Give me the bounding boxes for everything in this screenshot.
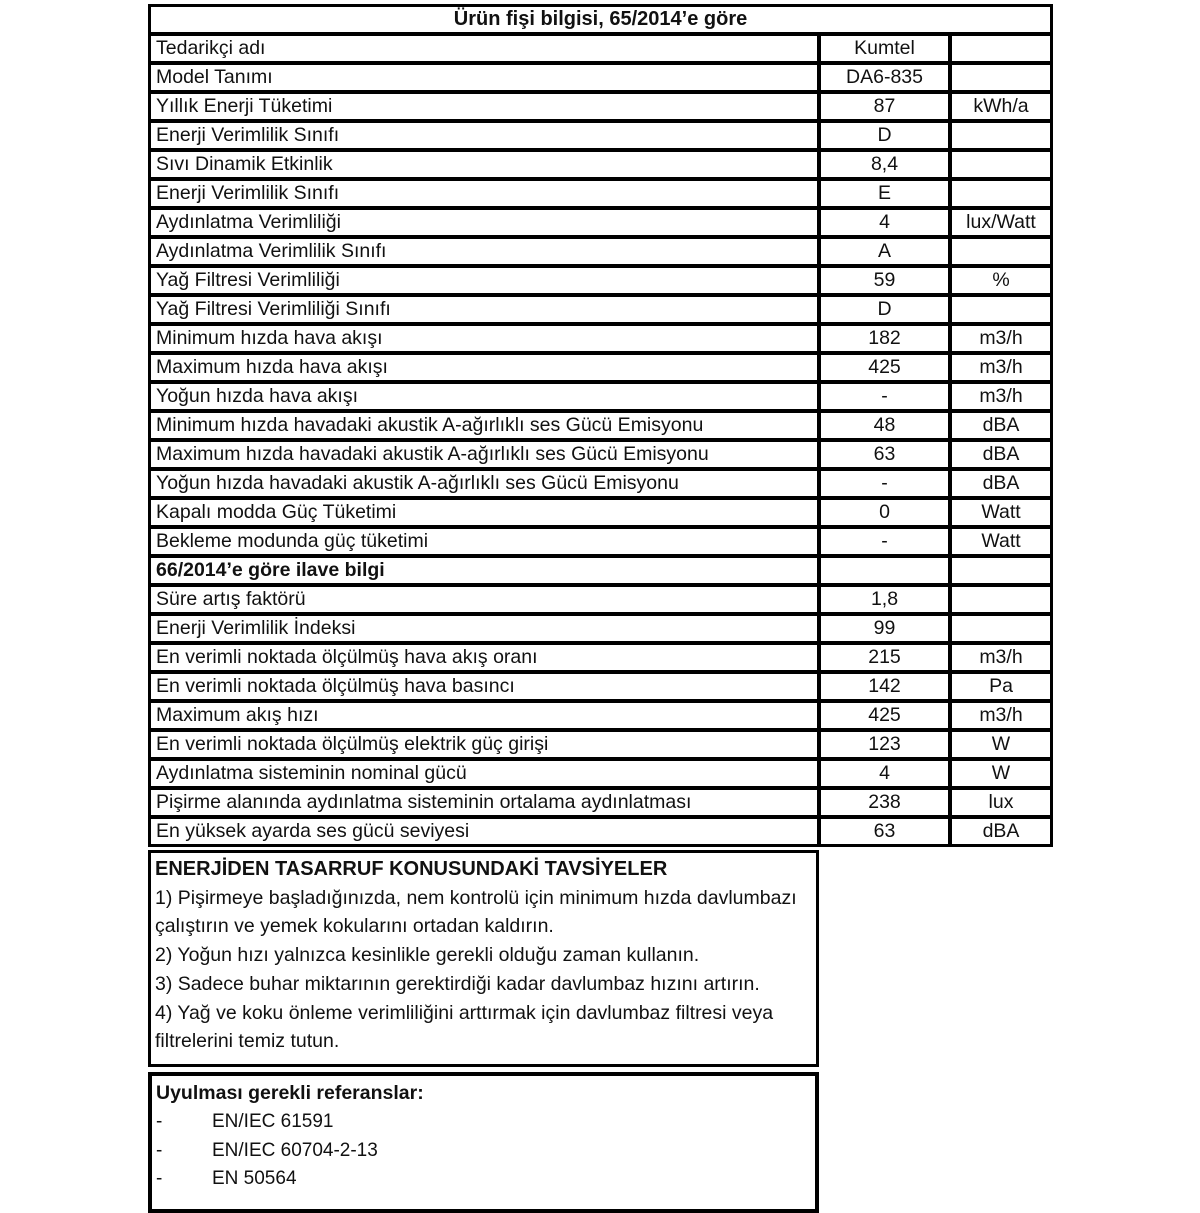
table-row (149, 672, 1052, 701)
table-row (149, 34, 1052, 63)
product-fiche-sheet (148, 4, 1051, 1213)
cell-value: 48 (819, 411, 950, 440)
cell-value: 4 (819, 208, 950, 237)
reference-bullet: - (156, 1139, 163, 1161)
cell-label: 66/2014’e göre ilave bilgi (149, 556, 819, 585)
reference-label: EN/IEC 61591 (212, 1111, 334, 1132)
cell-value: A (819, 237, 950, 266)
cell-unit (950, 121, 1052, 150)
cell-unit: dBA (950, 817, 1052, 846)
cell-value: 99 (819, 614, 950, 643)
cell-label: Süre artış faktörü (149, 585, 819, 614)
cell-label: Yoğun hızda hava akışı (149, 382, 819, 411)
cell-value: 142 (819, 672, 950, 701)
table-row (149, 150, 1052, 179)
table-row (149, 643, 1052, 672)
cell-label: Enerji Verimlilik Sınıfı (149, 179, 819, 208)
cell-value: 8,4 (819, 150, 950, 179)
cell-unit (950, 150, 1052, 179)
cell-value: 59 (819, 266, 950, 295)
cell-label: Sıvı Dinamik Etkinlik (149, 150, 819, 179)
table-row (149, 498, 1052, 527)
cell-unit: W (950, 730, 1052, 759)
references-items (156, 1108, 809, 1194)
table-row (149, 295, 1052, 324)
advice-item: 1) Pişirmeye başladığınızda, nem kontrolü için minimum hızda davlumbazı çalıştırın ve yemek kokularını ortadan kaldırın. (155, 887, 797, 937)
cell-unit: m3/h (950, 643, 1052, 672)
cell-value: 0 (819, 498, 950, 527)
cell-value: 425 (819, 701, 950, 730)
product-fiche-table (148, 4, 1053, 847)
table-row (149, 324, 1052, 353)
advice-title: ENERJİDEN TASARRUF KONUSUNDAKİ TAVSİYELER (155, 858, 668, 880)
cell-unit: lux/Watt (950, 208, 1052, 237)
table-row (149, 701, 1052, 730)
reference-label: EN/IEC 60704-2-13 (212, 1139, 378, 1161)
cell-value: 123 (819, 730, 950, 759)
table-row (149, 788, 1052, 817)
cell-label: Minimum hızda havadaki akustik A-ağırlıklı ses Gücü Emisyonu (149, 411, 819, 440)
references-title: Uyulması gerekli referanslar: (156, 1082, 424, 1104)
table-row (149, 469, 1052, 498)
cell-label: Yağ Filtresi Verimliliği (149, 266, 819, 295)
table-row (149, 817, 1052, 846)
reference-item (156, 1165, 809, 1194)
cell-unit: W (950, 759, 1052, 788)
cell-label: Pişirme alanında aydınlatma sisteminin ortalama aydınlatması (149, 788, 819, 817)
cell-value: 238 (819, 788, 950, 817)
cell-unit (950, 556, 1052, 585)
cell-label: Model Tanımı (149, 63, 819, 92)
cell-unit: dBA (950, 440, 1052, 469)
cell-value: DA6-835 (819, 63, 950, 92)
cell-label: Yağ Filtresi Verimliliği Sınıfı (149, 295, 819, 324)
cell-value: - (819, 382, 950, 411)
cell-label: Maximum hızda hava akışı (149, 353, 819, 382)
advice-items (155, 884, 810, 1055)
reference-bullet: - (156, 1168, 163, 1189)
cell-value: D (819, 295, 950, 324)
cell-value: 4 (819, 759, 950, 788)
cell-value: 425 (819, 353, 950, 382)
cell-value: 63 (819, 440, 950, 469)
table-row (149, 121, 1052, 150)
table-row (149, 353, 1052, 382)
cell-unit (950, 614, 1052, 643)
table-row (149, 92, 1052, 121)
cell-unit (950, 63, 1052, 92)
cell-label: Maximum akış hızı (149, 701, 819, 730)
cell-unit: m3/h (950, 324, 1052, 353)
table-row (149, 585, 1052, 614)
cell-unit: Watt (950, 498, 1052, 527)
table-row (149, 237, 1052, 266)
table-row (149, 208, 1052, 237)
cell-label: Yoğun hızda havadaki akustik A-ağırlıklı ses Gücü Emisyonu (149, 469, 819, 498)
table-row (149, 527, 1052, 556)
table-row (149, 411, 1052, 440)
cell-label: En verimli noktada ölçülmüş hava basıncı (149, 672, 819, 701)
cell-unit: Watt (950, 527, 1052, 556)
cell-label: En yüksek ayarda ses gücü seviyesi (149, 817, 819, 846)
cell-unit: m3/h (950, 701, 1052, 730)
cell-value: D (819, 121, 950, 150)
cell-label: Enerji Verimlilik Sınıfı (149, 121, 819, 150)
cell-unit (950, 237, 1052, 266)
cell-label: Aydınlatma Verimlilik Sınıfı (149, 237, 819, 266)
table-title-row (149, 5, 1052, 34)
cell-label: Minimum hızda hava akışı (149, 324, 819, 353)
table-row (149, 266, 1052, 295)
cell-unit: m3/h (950, 382, 1052, 411)
table-row (149, 440, 1052, 469)
cell-value: 87 (819, 92, 950, 121)
cell-unit (950, 585, 1052, 614)
cell-value: 215 (819, 643, 950, 672)
table-title: Ürün fişi bilgisi, 65/2014’e göre (149, 5, 1052, 34)
table-row (149, 63, 1052, 92)
cell-label: Yıllık Enerji Tüketimi (149, 92, 819, 121)
cell-label: Enerji Verimlilik İndeksi (149, 614, 819, 643)
cell-unit (950, 179, 1052, 208)
table-row (149, 614, 1052, 643)
energy-saving-advice-box (148, 850, 819, 1067)
cell-value: - (819, 469, 950, 498)
table-section-row (149, 556, 1052, 585)
cell-value: - (819, 527, 950, 556)
table-row (149, 730, 1052, 759)
advice-item: 3) Sadece buhar miktarının gerektirdiği kadar davlumbaz hızını artırın. (155, 973, 760, 995)
reference-label: EN 50564 (212, 1168, 297, 1189)
cell-value: E (819, 179, 950, 208)
cell-unit: Pa (950, 672, 1052, 701)
cell-unit: dBA (950, 469, 1052, 498)
cell-unit (950, 34, 1052, 63)
cell-value: 1,8 (819, 585, 950, 614)
cell-value (819, 556, 950, 585)
advice-item: 2) Yoğun hızı yalnızca kesinlikle gerekli olduğu zaman kullanın. (155, 944, 700, 966)
cell-value: Kumtel (819, 34, 950, 63)
cell-label: En verimli noktada ölçülmüş elektrik güç girişi (149, 730, 819, 759)
table-row (149, 759, 1052, 788)
cell-unit: % (950, 266, 1052, 295)
cell-label: Aydınlatma Verimliliği (149, 208, 819, 237)
cell-label: Tedarikçi adı (149, 34, 819, 63)
references-box (148, 1072, 819, 1213)
cell-label: Kapalı modda Güç Tüketimi (149, 498, 819, 527)
reference-item (156, 1137, 809, 1166)
reference-bullet: - (156, 1111, 163, 1132)
table-row (149, 179, 1052, 208)
reference-item (156, 1108, 809, 1137)
cell-value: 63 (819, 817, 950, 846)
advice-item: 4) Yağ ve koku önleme verimliliğini arttırmak için davlumbaz filtresi veya filtrelerini temiz tutun. (155, 1002, 774, 1052)
cell-value: 182 (819, 324, 950, 353)
cell-unit: lux (950, 788, 1052, 817)
cell-label: Bekleme modunda güç tüketimi (149, 527, 819, 556)
cell-unit: kWh/a (950, 92, 1052, 121)
cell-label: Aydınlatma sisteminin nominal gücü (149, 759, 819, 788)
cell-label: En verimli noktada ölçülmüş hava akış oranı (149, 643, 819, 672)
cell-unit (950, 295, 1052, 324)
cell-unit: dBA (950, 411, 1052, 440)
cell-label: Maximum hızda havadaki akustik A-ağırlıklı ses Gücü Emisyonu (149, 440, 819, 469)
table-row (149, 382, 1052, 411)
cell-unit: m3/h (950, 353, 1052, 382)
